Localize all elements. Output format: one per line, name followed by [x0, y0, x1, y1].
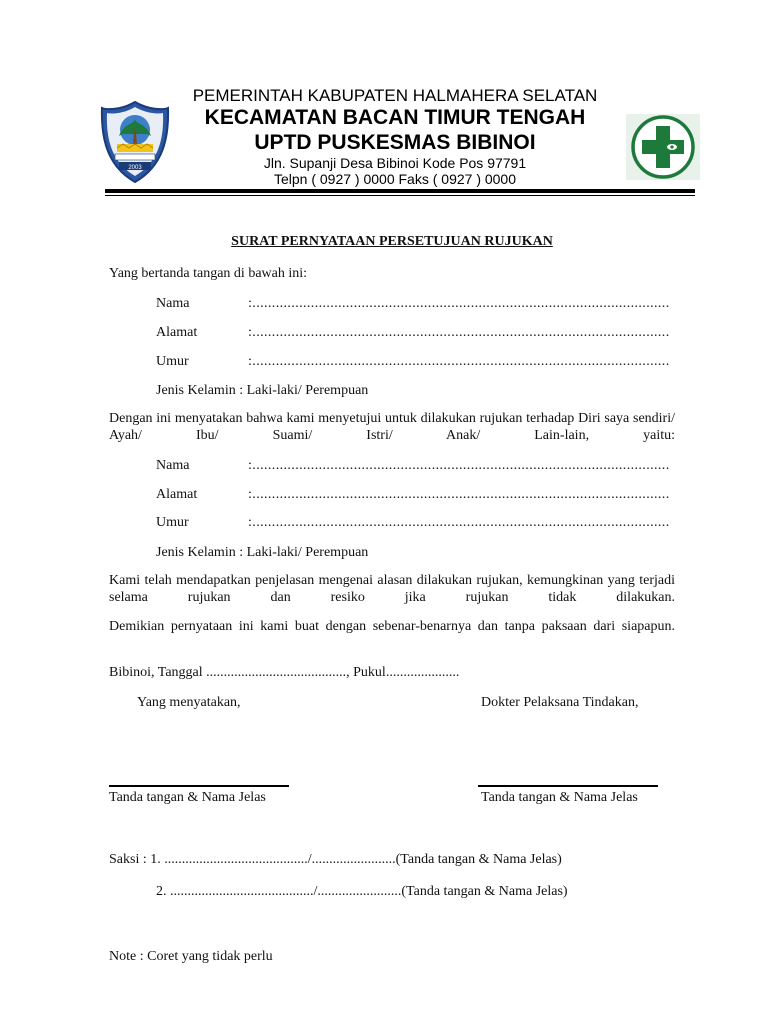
field2-alamat-blank: :........................................................................................................... [248, 487, 670, 502]
field-alamat-blank: :........................................................................................................... [248, 325, 670, 340]
field2-nama-blank: :........................................................................................................... [248, 458, 670, 473]
letterhead-phone: Telpn ( 0927 ) 0000 Faks ( 0927 ) 0000 [273, 171, 517, 187]
document-title: SURAT PERNYATAAN PERSETUJUAN RUJUKAN [231, 234, 553, 249]
field2-gender-line: Jenis Kelamin : Laki-laki/ Perempuan [156, 545, 369, 560]
signature-line-right [478, 785, 658, 787]
field-umur-blank: :........................................................................................................... [248, 354, 670, 369]
witness-line-1: Saksi : 1. ........................................./........................(Tanda tangan & Nama Jelas) [109, 852, 562, 867]
field2-nama-label: Nama [156, 458, 190, 473]
note-text: Note : Coret yang tidak perlu [109, 949, 273, 964]
witness-line-2: 2. ........................................./........................(Tanda tangan & Nama Jelas) [156, 884, 568, 899]
signer-right-heading: Dokter Pelaksana Tindakan, [481, 695, 639, 710]
intro-text: Yang bertanda tangan di bawah ini: [109, 266, 308, 281]
signature-line-left [109, 785, 289, 787]
field2-umur-blank: :........................................................................................................... [248, 515, 670, 530]
field-alamat-label: Alamat [156, 325, 198, 340]
field2-alamat-label: Alamat [156, 487, 198, 502]
explanation-paragraph: Kami telah mendapatkan penjelasan mengenai alasan dilakukan rujukan, kemungkinan yang terjadi selama rujukan dan resiko jika rujukan tidak dilakukan. [109, 573, 675, 605]
signature-caption-left: Tanda tangan & Nama Jelas [109, 790, 266, 805]
closing-paragraph: Demikian pernyataan ini kami buat dengan sebenar-benarnya dan tanpa paksaan dari siapapun. [109, 619, 675, 634]
field-gender-line: Jenis Kelamin : Laki-laki/ Perempuan [156, 383, 369, 398]
letterhead-address: Jln. Supanji Desa Bibinoi Kode Pos 97791 [263, 155, 527, 171]
field-umur-label: Umur [156, 354, 189, 369]
emblem-year-text: 2003 [128, 165, 142, 171]
letterhead-thick-rule [105, 189, 695, 193]
statement-paragraph: Dengan ini menyatakan bahwa kami menyetujui untuk dilakukan rujukan terhadap Diri saya sendiri/ Ayah/ Ibu/ Suami/ Istri/ Anak/ Lain-lain, yaitu: [109, 411, 675, 443]
field-nama-blank: :........................................................................................................... [248, 296, 670, 311]
letterhead-thin-rule [105, 195, 695, 196]
date-time-line: Bibinoi, Tanggal ........................................, Pukul..................... [109, 665, 460, 680]
letterhead-puskesmas: UPTD PUSKESMAS BIBINOI [254, 131, 536, 154]
letterhead-district: KECAMATAN BACAN TIMUR TENGAH [204, 106, 586, 129]
field2-umur-label: Umur [156, 515, 189, 530]
letterhead-government: PEMERINTAH KABUPATEN HALMAHERA SELATAN [192, 86, 598, 105]
signature-caption-right: Tanda tangan & Nama Jelas [481, 790, 638, 805]
signer-left-heading: Yang menyatakan, [137, 695, 241, 710]
field-nama-label: Nama [156, 296, 190, 311]
